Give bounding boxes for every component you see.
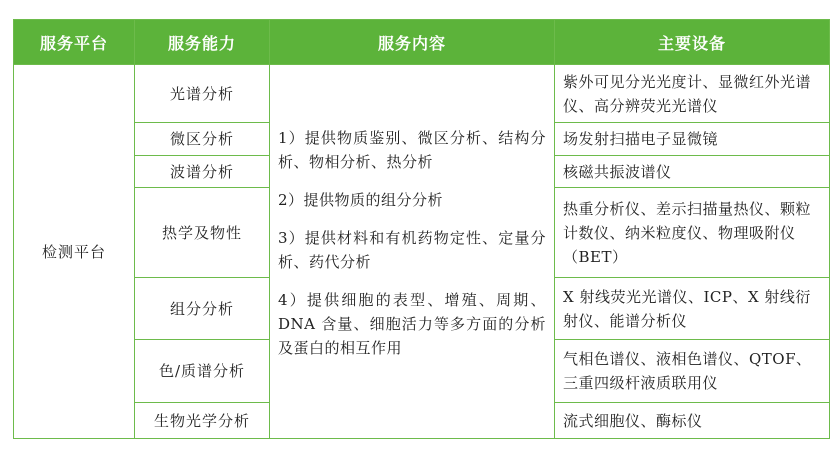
equipment-cell: 紫外可见分光光度计、显微红外光谱仪、高分辨荧光光谱仪 <box>555 65 830 123</box>
ability-cell: 光谱分析 <box>135 65 270 123</box>
content-cell <box>270 65 555 439</box>
equipment-cell: 热重分析仪、差示扫描量热仪、颗粒计数仪、纳米粒度仪、物理吸附仪（BET） <box>555 188 830 278</box>
ability-cell: 组分分析 <box>135 278 270 340</box>
ability-cell: 生物光学分析 <box>135 403 270 439</box>
service-table <box>13 19 830 439</box>
content-item: 2）提供物质的组分分析 <box>278 190 444 209</box>
header-platform: 服务平台 <box>14 20 135 65</box>
content-item: 3）提供材料和有机药物定性、定量分析、药代分析 <box>278 228 546 271</box>
header-ability: 服务能力 <box>135 20 270 65</box>
ability-cell: 波谱分析 <box>135 156 270 188</box>
equipment-cell: 核磁共振波谱仪 <box>555 156 830 188</box>
ability-cell: 热学及物性 <box>135 188 270 278</box>
content-item: 4）提供细胞的表型、增殖、周期、DNA 含量、细胞活力等多方面的分析及蛋白的相互作用 <box>278 290 546 357</box>
equipment-cell: 气相色谱仪、液相色谱仪、QTOF、三重四级杆液质联用仪 <box>555 340 830 403</box>
equipment-cell: 流式细胞仪、酶标仪 <box>555 403 830 439</box>
ability-cell: 微区分析 <box>135 123 270 156</box>
ability-cell: 色/质谱分析 <box>135 340 270 403</box>
header-equipment: 主要设备 <box>555 20 830 65</box>
table-row <box>14 65 830 123</box>
platform-cell: 检测平台 <box>14 65 135 439</box>
equipment-cell: 场发射扫描电子显微镜 <box>555 123 830 156</box>
equipment-cell: X 射线荧光光谱仪、ICP、X 射线衍射仪、能谱分析仪 <box>555 278 830 340</box>
content-item: 1）提供物质鉴别、微区分析、结构分析、物相分析、热分析 <box>278 128 546 171</box>
header-content: 服务内容 <box>270 20 555 65</box>
header-row <box>14 20 830 65</box>
